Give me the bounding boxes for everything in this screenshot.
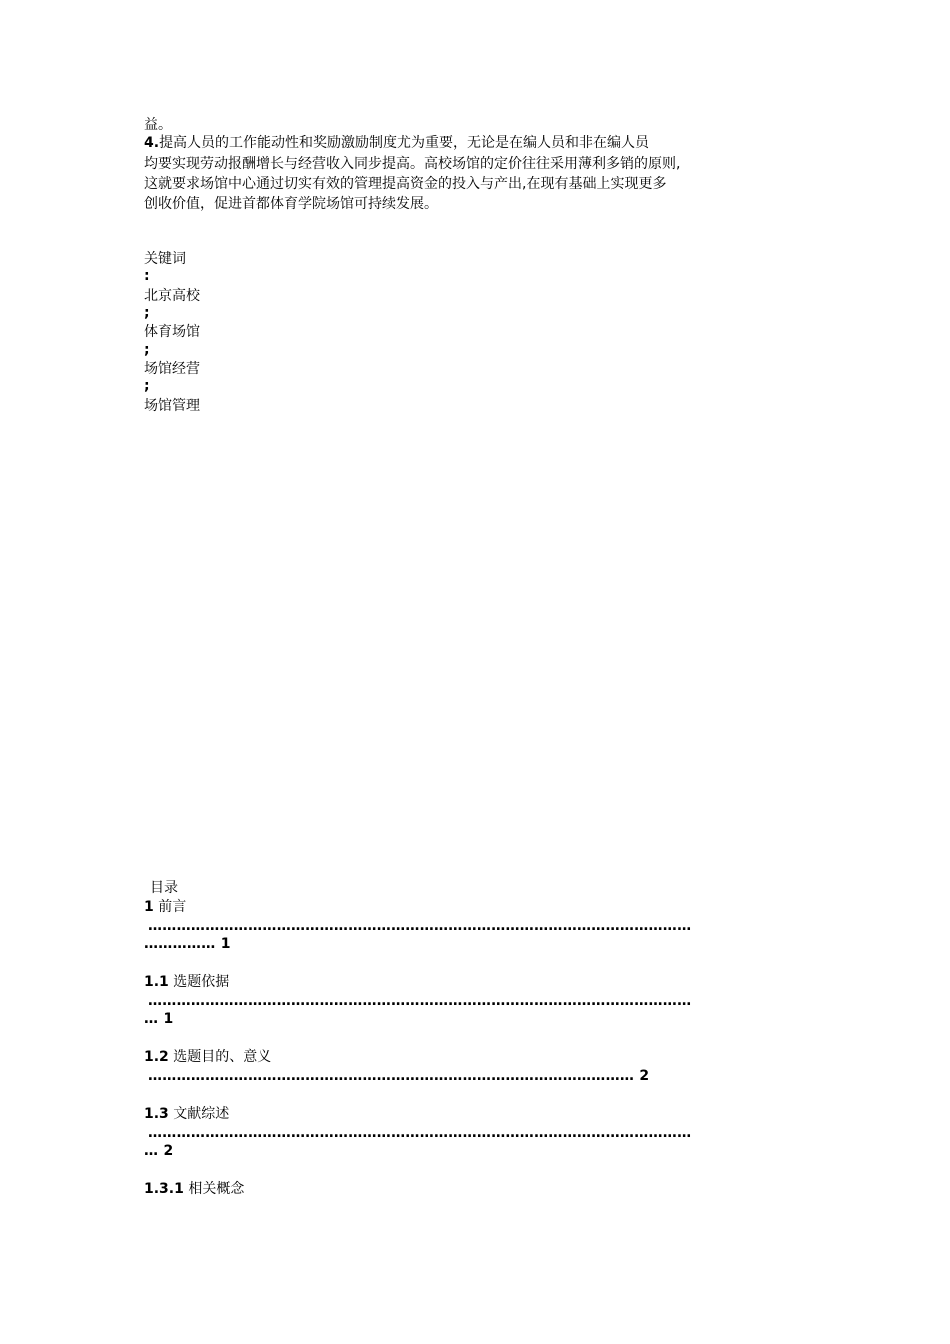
toc-page-number: 1	[163, 1011, 174, 1027]
toc-leader-dots: ………………………………………………………………………………………… 2	[148, 1068, 650, 1084]
toc-leader-dots: ……………………………………………………………………………………………………	[148, 1125, 692, 1141]
toc-entry-text: 相关概念	[188, 1181, 245, 1197]
toc-entry-text: 选题目的、意义	[173, 1049, 272, 1065]
toc-entry-text: 前言	[158, 899, 187, 915]
toc-entry-heading[interactable]	[144, 1180, 244, 1199]
toc-entry-heading[interactable]	[144, 973, 229, 992]
abstract-line-0: 益。	[144, 117, 172, 133]
keyword-4: 场馆管理	[144, 398, 200, 414]
toc-entry-heading[interactable]	[144, 898, 186, 917]
keyword-1: 北京高校	[144, 288, 200, 304]
toc-page-number: 2	[163, 1143, 174, 1159]
toc-entry-text: 文献综述	[173, 1106, 230, 1122]
keyword-separator: ;	[144, 378, 150, 394]
keywords-label: 关键词	[144, 251, 186, 267]
toc-leader-dots: ……………………………………………………………………………………………………	[148, 993, 692, 1009]
keywords-colon: :	[144, 268, 150, 284]
toc-entry-number: 1.3	[144, 1106, 169, 1122]
item-number: 4.	[144, 135, 160, 151]
abstract-line-4: 创收价值，促进首都体育学院场馆可持续发展。	[144, 196, 438, 212]
toc-entry-heading[interactable]	[144, 1048, 271, 1067]
toc-title: 目录	[150, 880, 178, 896]
toc-entry-number: 1.3.1	[144, 1181, 184, 1197]
toc-leader-dots: ……………………………………………………………………………………………………	[148, 918, 692, 934]
abstract-line-1-text: 提高人员的工作能动性和奖励激励制度尤为重要，无论是在编人员和非在编人员	[159, 135, 650, 151]
toc-entry-number: 1.2	[144, 1049, 169, 1065]
toc-entry-number: 1.1	[144, 974, 169, 990]
toc-page-number: 1	[220, 936, 231, 952]
abstract-line-3: 这就要求场馆中心通过切实有效的管理提高资金的投入与产出,在现有基础上实现更多	[144, 176, 667, 192]
keyword-2: 体育场馆	[144, 324, 200, 340]
toc-leader-dots-continued: … 1	[144, 1011, 174, 1027]
keyword-3: 场馆经营	[144, 361, 200, 377]
abstract-line-2: 均要实现劳动报酬增长与经营收入同步提高。高校场馆的定价往往采用薄利多销的原则,	[144, 156, 681, 172]
toc-entry-number: 1	[144, 899, 154, 915]
toc-leader-dots-continued: … 2	[144, 1143, 174, 1159]
keyword-separator: ;	[144, 305, 150, 321]
keyword-separator: ;	[144, 342, 150, 358]
abstract-line-1	[144, 134, 649, 153]
toc-page-number: 2	[639, 1068, 650, 1084]
toc-entry-text: 选题依据	[173, 974, 230, 990]
toc-leader-dots-continued: …………… 1	[144, 936, 231, 952]
toc-entry-heading[interactable]	[144, 1105, 229, 1124]
